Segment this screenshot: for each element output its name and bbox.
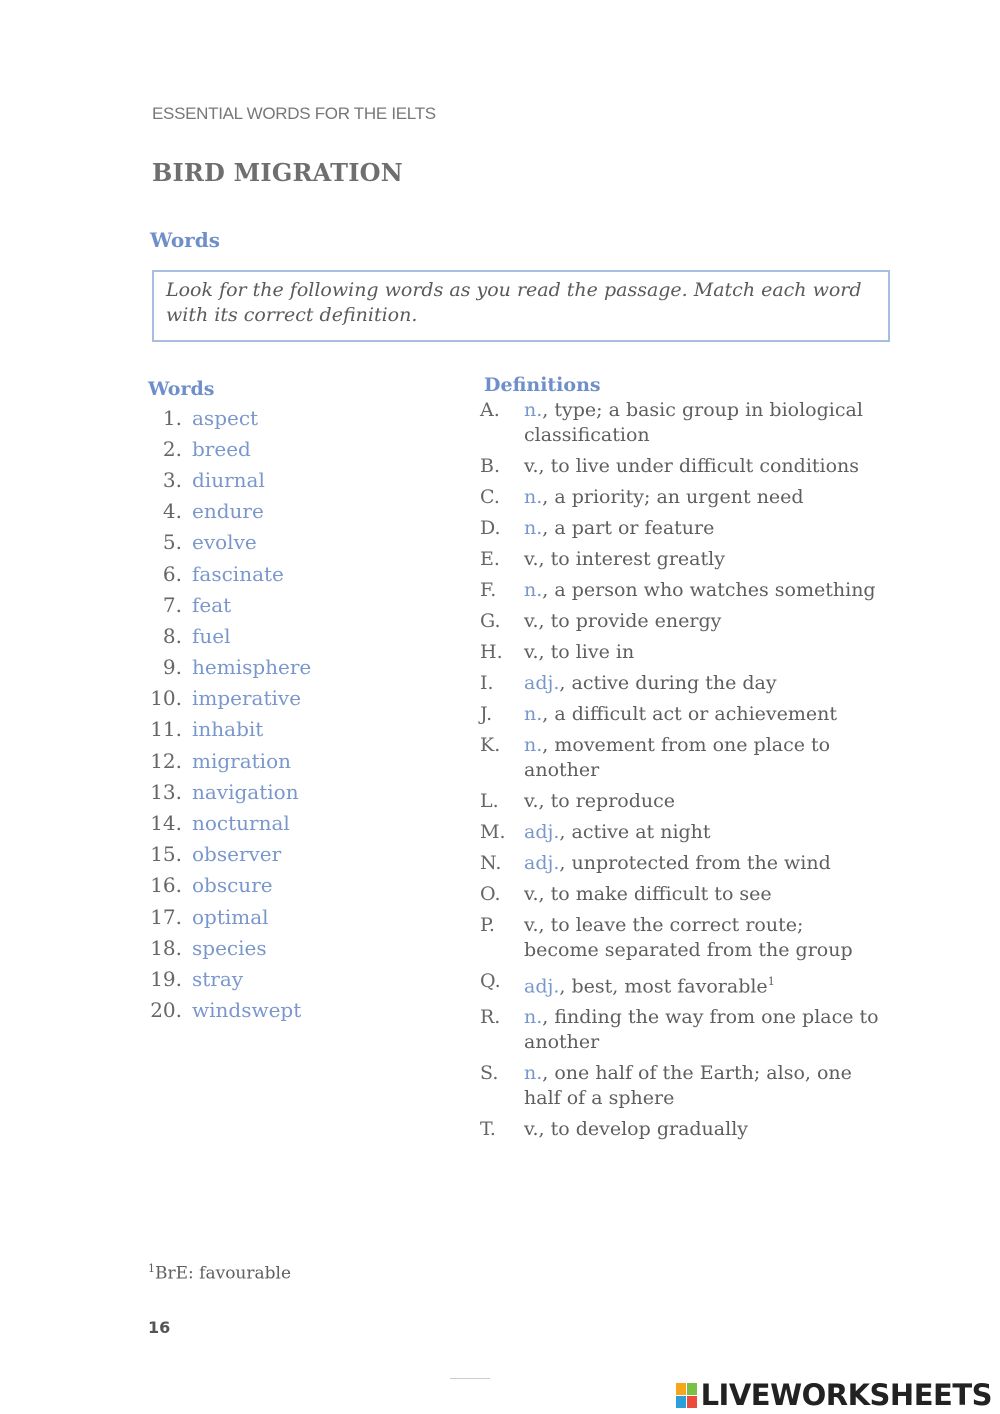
logo-square — [687, 1383, 697, 1395]
word-text: species — [192, 935, 267, 960]
definition-letter: R. — [480, 1006, 501, 1029]
word-item — [140, 870, 311, 901]
word-text: aspect — [192, 405, 259, 430]
part-of-speech: n. — [524, 703, 543, 725]
word-text: inhabit — [192, 717, 264, 742]
word-text: optimal — [192, 904, 269, 929]
definition-item — [480, 609, 880, 634]
logo-square — [676, 1396, 686, 1408]
word-item — [140, 464, 311, 495]
word-item — [140, 433, 311, 464]
word-text: stray — [192, 966, 244, 991]
definition-text: , to reproduce — [538, 790, 676, 812]
definition-body — [524, 1005, 880, 1055]
liveworksheets-watermark[interactable] — [676, 1378, 992, 1412]
definition-letter: D. — [480, 517, 501, 539]
part-of-speech: adj. — [524, 852, 560, 874]
definition-item — [480, 516, 880, 541]
footnote — [148, 1262, 291, 1284]
word-number: 4. — [162, 499, 182, 524]
word-item — [140, 745, 311, 776]
definition-body — [524, 789, 880, 814]
words-column-heading: Words — [148, 378, 215, 400]
word-text: breed — [192, 436, 251, 461]
word-text: fuel — [192, 623, 231, 648]
word-text: nocturnal — [192, 811, 290, 836]
word-number: 17. — [150, 904, 182, 929]
definition-text: , to make difficult to see — [538, 883, 772, 905]
definition-text: , a person who watches something — [542, 579, 876, 601]
definition-item — [480, 1117, 880, 1142]
definition-item — [480, 820, 880, 845]
word-number: 9. — [162, 655, 182, 680]
definition-text: , a part or feature — [542, 517, 715, 539]
definition-letter: K. — [480, 734, 501, 756]
word-item — [140, 527, 311, 558]
definition-letter: B. — [480, 455, 501, 477]
word-item — [140, 589, 311, 620]
part-of-speech: n. — [524, 734, 543, 756]
definition-body — [524, 733, 880, 783]
word-item — [140, 558, 311, 589]
definition-letter: G. — [480, 610, 501, 632]
definition-text: , finding the way from one place to another — [524, 1006, 879, 1054]
word-text: fascinate — [192, 561, 284, 586]
word-number: 8. — [162, 623, 182, 648]
definition-body — [524, 398, 880, 448]
part-of-speech: v. — [524, 914, 539, 936]
part-of-speech: v. — [524, 641, 539, 663]
word-number: 13. — [150, 779, 182, 804]
definition-body — [524, 609, 880, 634]
word-item — [140, 776, 311, 807]
part-of-speech: v. — [524, 883, 539, 905]
definition-body — [524, 671, 880, 696]
definition-item — [480, 454, 880, 479]
definition-item — [480, 578, 880, 603]
definition-body — [524, 1061, 880, 1111]
definition-text: , a priority; an urgent need — [542, 486, 804, 508]
word-number: 16. — [150, 873, 182, 898]
definition-item — [480, 398, 880, 448]
words-list — [140, 402, 311, 1026]
word-number: 5. — [162, 530, 182, 555]
word-number: 18. — [150, 935, 182, 960]
definitions-column-heading: Definitions — [484, 374, 601, 396]
definition-letter: L. — [480, 790, 499, 812]
definition-item — [480, 640, 880, 665]
part-of-speech: v. — [524, 1118, 539, 1141]
definition-letter: O. — [480, 883, 501, 905]
part-of-speech: adj. — [524, 672, 560, 694]
definition-letter: M. — [480, 821, 506, 843]
definition-item — [480, 969, 880, 999]
instruction-box — [152, 270, 890, 342]
word-text: observer — [192, 842, 282, 867]
part-of-speech: v. — [524, 548, 539, 570]
word-text: migration — [192, 748, 292, 773]
word-text: hemisphere — [192, 655, 312, 680]
definition-body — [524, 882, 880, 907]
definition-body — [524, 913, 880, 963]
definitions-list — [480, 398, 880, 1142]
word-number: 12. — [150, 748, 182, 773]
footnote-reference: 1 — [767, 975, 775, 988]
definition-letter: A. — [480, 399, 500, 421]
definition-text: , to live under difficult conditions — [538, 455, 860, 477]
definition-letter: T. — [480, 1118, 496, 1141]
part-of-speech: v. — [524, 455, 539, 477]
word-item — [140, 807, 311, 838]
part-of-speech: n. — [524, 517, 543, 539]
definition-item — [480, 547, 880, 572]
definition-body — [524, 547, 880, 572]
word-number: 1. — [162, 405, 182, 430]
word-item — [140, 963, 311, 994]
word-number: 20. — [150, 998, 182, 1023]
part-of-speech: n. — [524, 399, 543, 421]
section-heading: Words — [150, 228, 220, 252]
definition-item — [480, 702, 880, 727]
definition-body — [524, 702, 880, 727]
word-number: 11. — [150, 717, 182, 742]
word-text: endure — [192, 499, 264, 524]
definition-letter: C. — [480, 486, 500, 508]
word-number: 6. — [162, 561, 182, 586]
definition-body — [524, 1117, 880, 1142]
definition-text: , unprotected from the wind — [559, 852, 831, 874]
definition-item — [480, 733, 880, 783]
word-text: obscure — [192, 873, 273, 898]
definition-letter: E. — [480, 548, 500, 570]
word-text: navigation — [192, 779, 299, 804]
definition-item — [480, 882, 880, 907]
word-item — [140, 839, 311, 870]
word-number: 14. — [150, 811, 182, 836]
word-item — [140, 652, 311, 683]
word-item — [140, 714, 311, 745]
chapter-title: BIRD MIGRATION — [152, 158, 403, 187]
word-item — [140, 620, 311, 651]
definition-text: , to interest greatly — [538, 548, 725, 570]
word-number: 15. — [150, 842, 182, 867]
definition-item — [480, 789, 880, 814]
word-item — [140, 683, 311, 714]
definition-body — [524, 851, 880, 876]
definition-letter: S. — [480, 1062, 499, 1085]
word-item — [140, 995, 311, 1026]
definition-text: , active at night — [559, 821, 711, 843]
watermark-text: LIVEWORKSHEETS — [700, 1378, 992, 1412]
word-text: diurnal — [192, 467, 265, 492]
definition-item — [480, 485, 880, 510]
definition-text: , movement from one place to another — [524, 734, 831, 781]
part-of-speech: n. — [524, 1006, 543, 1029]
definition-text: , to live in — [538, 641, 635, 663]
liveworksheets-logo-icon — [676, 1383, 697, 1408]
definition-body — [524, 969, 880, 999]
word-number: 3. — [162, 467, 182, 492]
definition-text: , type; a basic group in biological classification — [524, 399, 863, 446]
definition-text: , best, most favorable — [559, 975, 768, 998]
definition-letter: I. — [480, 672, 494, 694]
logo-square — [676, 1383, 686, 1395]
word-item — [140, 496, 311, 527]
word-number: 19. — [150, 966, 182, 991]
word-text: evolve — [192, 530, 257, 555]
instruction-text: Look for the following words as you read the passage. Match each word with its correct definition. — [166, 279, 862, 326]
definition-item — [480, 671, 880, 696]
definition-letter: J. — [480, 703, 493, 725]
word-item — [140, 932, 311, 963]
running-head: ESSENTIAL WORDS FOR THE IELTS — [152, 104, 436, 123]
part-of-speech: adj. — [524, 821, 560, 843]
definition-item — [480, 1061, 880, 1111]
definition-text: , active during the day — [559, 672, 777, 694]
definition-letter: P. — [480, 914, 495, 936]
definition-item — [480, 1005, 880, 1055]
definition-body — [524, 454, 880, 479]
definition-body — [524, 640, 880, 665]
definition-letter: Q. — [480, 970, 501, 992]
definition-text: , a difficult act or achievement — [542, 703, 838, 725]
definition-body — [524, 516, 880, 541]
word-number: 2. — [162, 436, 182, 461]
page-number: 16 — [148, 1318, 171, 1337]
bottom-divider — [450, 1378, 490, 1379]
footnote-text: BrE: favourable — [155, 1263, 292, 1284]
definition-text: , to leave the correct route; become separated from the group — [524, 914, 853, 961]
part-of-speech: n. — [524, 579, 543, 601]
word-number: 7. — [162, 592, 182, 617]
word-text: feat — [192, 592, 232, 617]
definition-body — [524, 485, 880, 510]
word-item — [140, 901, 311, 932]
word-text: imperative — [192, 686, 302, 711]
definition-text: , one half of the Earth; also, one half of a sphere — [524, 1062, 852, 1110]
definition-item — [480, 913, 880, 963]
definition-body — [524, 820, 880, 845]
definition-letter: F. — [480, 579, 497, 601]
word-item — [140, 402, 311, 433]
definition-text: , to develop gradually — [538, 1118, 749, 1141]
part-of-speech: adj. — [524, 975, 560, 998]
definition-letter: H. — [480, 641, 503, 663]
definition-letter: N. — [480, 852, 502, 874]
part-of-speech: n. — [524, 486, 543, 508]
definition-body — [524, 578, 880, 603]
part-of-speech: v. — [524, 790, 539, 812]
part-of-speech: n. — [524, 1062, 543, 1085]
logo-square — [687, 1396, 697, 1408]
word-number: 10. — [150, 686, 182, 711]
part-of-speech: v. — [524, 610, 539, 632]
footnote-mark: 1 — [148, 1262, 155, 1275]
definition-text: , to provide energy — [538, 610, 722, 632]
word-text: windswept — [192, 998, 302, 1023]
definition-item — [480, 851, 880, 876]
